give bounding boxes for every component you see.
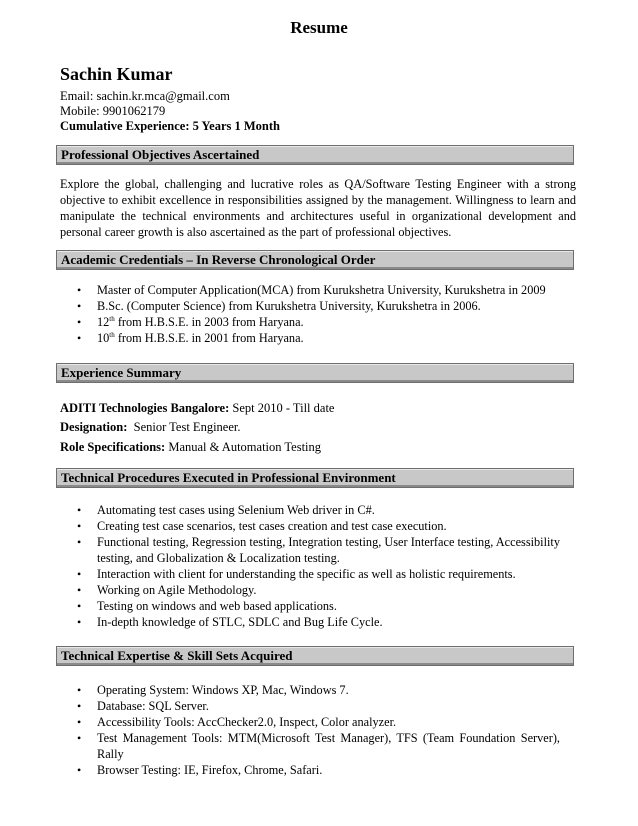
bullet-icon: • [77, 683, 82, 697]
skills-list [60, 682, 560, 778]
bullet-icon: • [77, 615, 82, 629]
designation-line: Designation: Senior Test Engineer. [60, 420, 241, 434]
list-item: • Interaction with client for understanding the specific as well as holistic requirements. [77, 567, 516, 581]
bullet-icon: • [77, 763, 82, 777]
section-header-procedures [56, 468, 574, 488]
bullet-icon: • [77, 331, 82, 345]
bullet-icon: • [77, 283, 82, 297]
document-title: Resume [290, 18, 348, 37]
company-line: ADITI Technologies Bangalore: Sept 2010 - Till date [60, 401, 335, 415]
section-heading: Academic Credentials – In Reverse Chronological Order [61, 252, 376, 267]
list-item: • Accessibility Tools: AccChecker2.0, Inspect, Color analyzer. [77, 715, 397, 729]
section-header-skills [56, 646, 574, 666]
list-item: • Functional testing, Regression testing, Integration testing, User Interface testing, Accessibility testing, and Globalization & Localization testing. [77, 535, 560, 565]
list-item: • 12th from H.B.S.E. in 2003 from Haryana. [77, 314, 304, 329]
list-item: • Operating System: Windows XP, Mac, Windows 7. [77, 683, 349, 697]
section-header-experience [56, 363, 574, 383]
list-item: • Master of Computer Application(MCA) from Kurukshetra University, Kurukshetra in 2009 [77, 283, 546, 297]
email-line: Email: sachin.kr.mca@gmail.com [60, 89, 230, 103]
section-heading: Technical Procedures Executed in Professional Environment [61, 470, 396, 485]
role-line: Role Specifications: Manual & Automation Testing [60, 440, 322, 454]
list-item: • Automating test cases using Selenium Web driver in C#. [77, 503, 375, 517]
bullet-icon: • [77, 599, 82, 613]
section-heading: Professional Objectives Ascertained [61, 147, 260, 162]
list-item: • Testing on windows and web based applications. [77, 599, 337, 613]
bullet-icon: • [77, 583, 82, 597]
bullet-icon: • [77, 715, 82, 729]
procedures-list [60, 502, 560, 630]
list-item: • 10th from H.B.S.E. in 2001 from Haryana. [77, 330, 304, 345]
list-item: • In-depth knowledge of STLC, SDLC and Bug Life Cycle. [77, 615, 383, 629]
list-item: • Working on Agile Methodology. [77, 583, 257, 597]
experience-line: Cumulative Experience: 5 Years 1 Month [60, 119, 280, 133]
bullet-icon: • [77, 699, 82, 713]
candidate-name: Sachin Kumar [60, 64, 173, 84]
bullet-icon: • [77, 315, 82, 329]
list-item: • Database: SQL Server. [77, 699, 209, 713]
bullet-icon: • [77, 519, 82, 533]
bullet-icon: • [77, 731, 82, 745]
objectives-paragraph: Explore the global, challenging and lucrative roles as QA/Software Testing Engineer with a strong objective to exhibit excellence in responsibilities assigned by the management. Willingness to learn and manipulate the technical environments and architectures useful in organizational development and personal career growth is also ascertained as the part of professional objectives. [60, 177, 576, 239]
bullet-icon: • [77, 567, 82, 581]
list-item: • Test Management Tools: MTM(Microsoft Test Manager), TFS (Team Foundation Server), Rally [77, 731, 560, 761]
bullet-icon: • [77, 535, 82, 549]
section-header-objectives [56, 145, 574, 165]
list-item: • Browser Testing: IE, Firefox, Chrome, Safari. [77, 763, 323, 777]
bullet-icon: • [77, 503, 82, 517]
mobile-line: Mobile: 9901062179 [60, 104, 166, 118]
section-header-academic [56, 250, 574, 270]
section-heading: Technical Expertise & Skill Sets Acquired [61, 648, 293, 663]
bullet-icon: • [77, 299, 82, 313]
list-item: • Creating test case scenarios, test cases creation and test case execution. [77, 519, 447, 533]
academic-list [60, 282, 560, 346]
section-heading: Experience Summary [61, 365, 182, 380]
list-item: • B.Sc. (Computer Science) from Kurukshetra University, Kurukshetra in 2006. [77, 299, 481, 313]
